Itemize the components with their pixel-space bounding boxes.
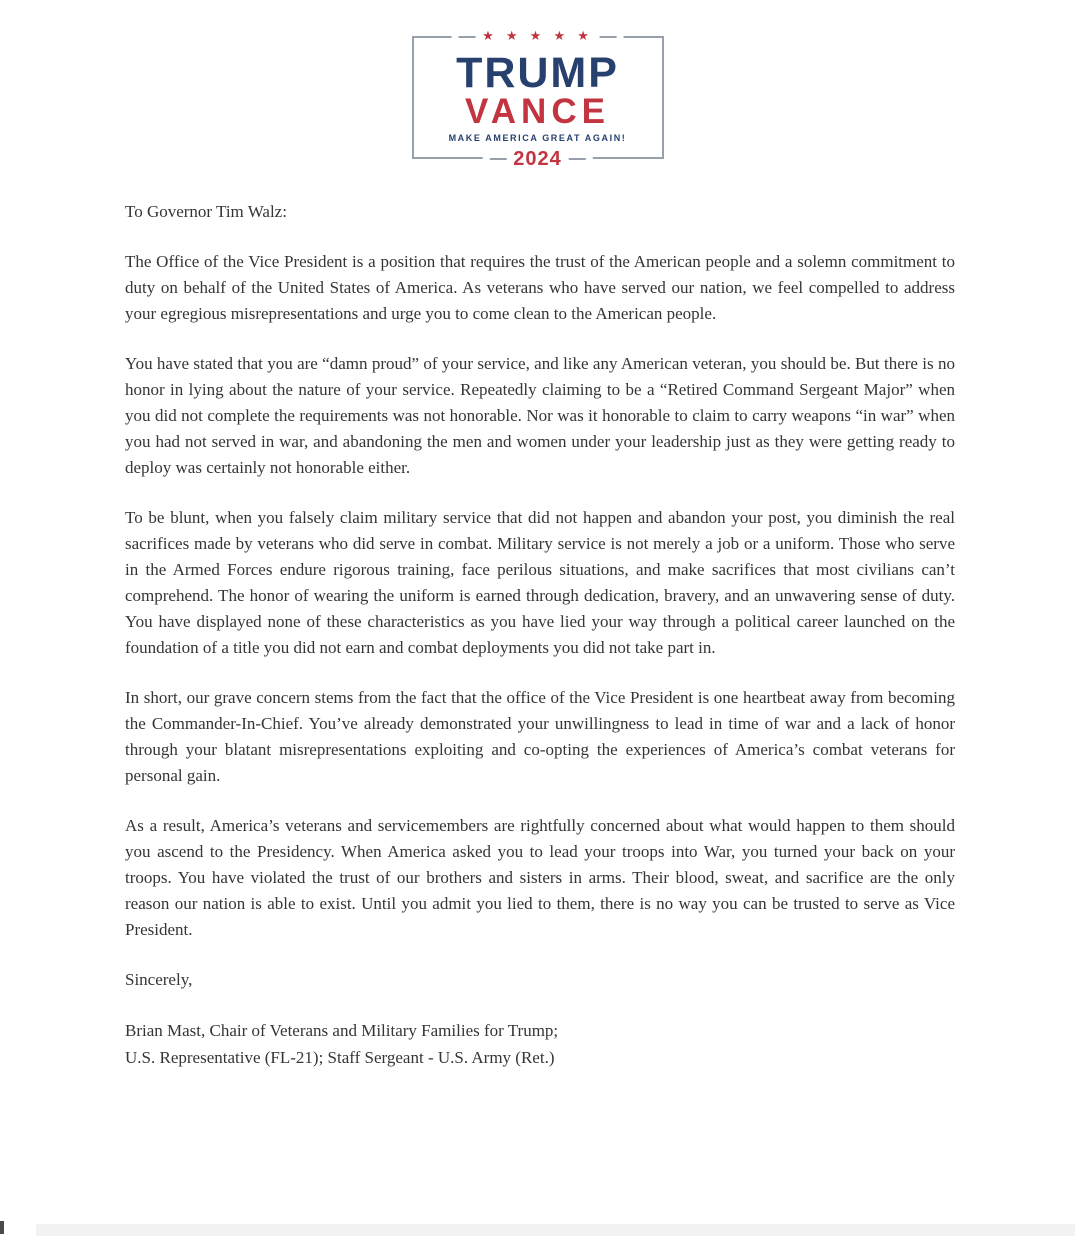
- paragraph: You have stated that you are “damn proud” of your service, and like any American veteran, you should be. But there is no honor in lying about the nature of your service. Repeatedly claiming to be a “Retired Command Sergeant Major” when you did not complete the requirements was not honorable. Nor was it honorable to claim to carry weapons “in war” when you had not served in war, and abandoning the men and women under your leadership just as they were getting ready to deploy was certainly not honorable either.: [125, 353, 955, 477]
- logo-dash: [569, 158, 586, 160]
- letter-page: [0, 29, 1075, 1071]
- bottom-bar: [36, 1224, 1075, 1236]
- logo-stars-row: [451, 30, 624, 43]
- logo-vance-wordmark: VANCE: [465, 91, 610, 131]
- paragraph: In short, our grave concern stems from the fact that the office of the Vice President is one heartbeat away from becoming the Commander-In-Chief. You’ve already demonstrated your unwillingness to lead in time of war and a lack of honor through your blatant misrepresentations exploiting and co-opting the experiences of America’s combat veterans for personal gain.: [125, 687, 955, 785]
- logo-year-row: [482, 149, 593, 169]
- logo-trump-wordmark: TRUMP: [456, 49, 619, 97]
- logo-dash: [600, 36, 617, 38]
- logo-dash: [489, 158, 506, 160]
- paragraph: To be blunt, when you falsely claim military service that did not happen and abandon your post, you diminish the real sacrifices made by veterans who did serve in combat. Military service is not merely a job or a uniform. Those who serve in the Armed Forces endure rigorous training, face perilous situations, and make sacrifices that most civilians can’t comprehend. The honor of wearing the uniform is earned through dedication, bravery, and an unwavering sense of duty. You have displayed none of these characteristics as you have lied your way through a political career launched on the foundation of a title you did not earn and combat deployments you did not take part in.: [125, 507, 955, 657]
- letter-body: [125, 199, 955, 1071]
- salutation: To Governor Tim Walz:: [125, 201, 287, 221]
- signature-line: Brian Mast, Chair of Veterans and Military Families for Trump;: [125, 1020, 559, 1040]
- stars-icon: ★ ★ ★ ★ ★: [482, 29, 593, 44]
- signature-line: U.S. Representative (FL-21); Staff Sergeant - U.S. Army (Ret.): [125, 1047, 555, 1067]
- logo-year: 2024: [513, 147, 562, 170]
- closing: Sincerely,: [125, 969, 193, 989]
- signature-block: [125, 1017, 955, 1071]
- logo-dash: [458, 36, 475, 38]
- logo-tagline: MAKE AMERICA GREAT AGAIN!: [448, 132, 627, 143]
- campaign-logo-box: [412, 29, 664, 170]
- corner-mark: [0, 1221, 4, 1234]
- paragraph: The Office of the Vice President is a position that requires the trust of the American people and a solemn commitment to duty on behalf of the United States of America. As veterans who have served our nation, we feel compelled to address your egregious misrepresentations and urge you to come clean to the American people.: [125, 251, 955, 323]
- paragraph: As a result, America’s veterans and servicemembers are rightfully concerned about what would happen to them should you ascend to the Presidency. When America asked you to lead your troops into War, you turned your back on your troops. You have violated the trust of our brothers and sisters in arms. Their blood, sweat, and sacrifice are the only reason our nation is able to exist. Until you admit you lied to them, there is no way you can be trusted to serve as Vice President.: [125, 815, 955, 939]
